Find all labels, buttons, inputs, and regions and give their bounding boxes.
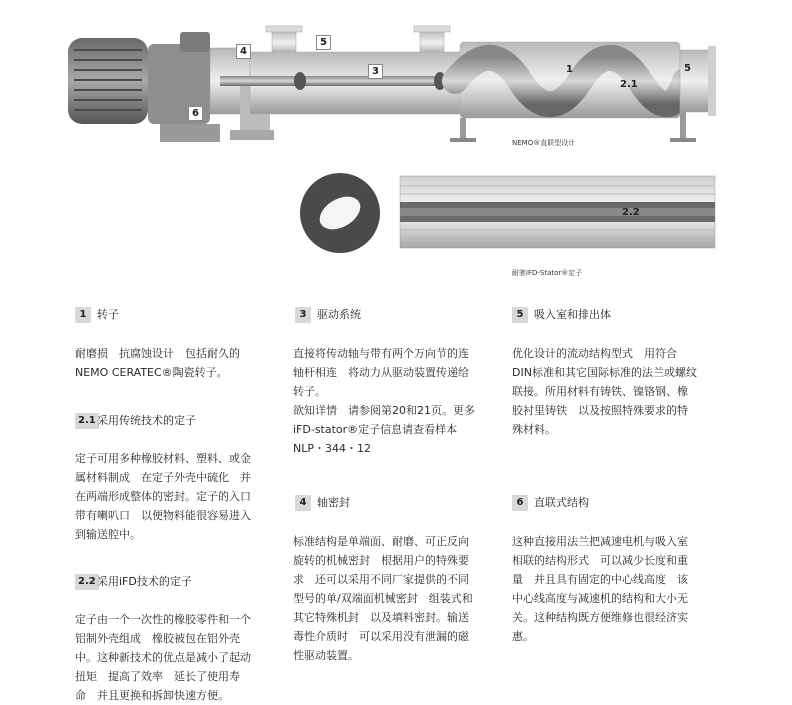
text-line: 轴杆相连 将动力从驱动装置传递给 (293, 366, 469, 379)
pump-callout: 5 (684, 63, 691, 74)
text-line: 耐磨损 抗腐蚀设计 包括耐久的 (75, 347, 240, 360)
pump-callout: 4 (236, 44, 251, 59)
section-number: 4 (295, 495, 311, 511)
section-title: 驱动系统 (317, 308, 361, 321)
text-line: iFD-stator®定子信息请查看样本 (293, 423, 458, 436)
stator-callout: 2.2 (622, 207, 640, 218)
text-line: 毒性介质时 可以采用没有泄漏的磁 (293, 630, 469, 643)
section-title: 采用传统技术的定子 (97, 414, 196, 427)
text-line: 这种直接用法兰把减速电机与吸入室 (512, 535, 688, 548)
text-line: 相联的结构形式 可以减少长度和重 (512, 554, 688, 567)
section-body-ifd-stator (75, 610, 275, 705)
stator-illustration (290, 168, 730, 258)
text-line: DIN标准和其它国际标准的法兰或螺纹 (512, 366, 697, 379)
stator-caption: 耐驰iFD-Stator®定子 (512, 269, 583, 277)
section-title: 直联式结构 (534, 496, 589, 509)
pump-callout: 2.1 (620, 79, 638, 90)
text-line: 联接。所用材料有铸铁、镍铬钢、橡 (512, 385, 688, 398)
section-number: 5 (512, 307, 528, 323)
text-line: 扭矩 提高了效率 延长了使用寿 (75, 670, 240, 683)
text-line: 中。这种新技术的优点是减小了起动 (75, 651, 251, 664)
text-line: 命 并且更换和拆卸快速方便。 (75, 689, 229, 702)
text-line: 定子可用多种橡胶材料、塑料、或金 (75, 452, 251, 465)
section-body-conventional-stator (75, 449, 275, 544)
pump-callout: 6 (188, 106, 203, 121)
text-line: 带有喇叭口 以便物料能很容易进入 (75, 509, 251, 522)
pump-callout: 3 (368, 64, 383, 79)
section-title: 采用iFD技术的定子 (97, 575, 192, 588)
text-line: 欲知详情 请参阅第20和21页。更多 (293, 404, 475, 417)
section-number: 2.1 (75, 413, 99, 429)
text-line: 在两端形成整体的密封。定子的入口 (75, 490, 251, 503)
section-number: 1 (75, 307, 91, 323)
pump-caption: NEMO®直联型设计 (512, 139, 576, 147)
section-body-shaft-seal (293, 532, 493, 665)
text-line: 优化设计的流动结构型式 用符合 (512, 347, 677, 360)
text-line: 胶衬里铸铁 以及按照特殊要求的特 (512, 404, 688, 417)
text-line: 性驱动装置。 (293, 649, 359, 662)
section-body-close-coupled (512, 532, 712, 646)
text-line: 中心线高度与减速机的结构和大小无 (512, 592, 688, 605)
text-line: 定子由一个一次性的橡胶零件和一个 (75, 613, 251, 626)
text-line: 其它特殊机封 以及填料密封。输送 (293, 611, 469, 624)
text-line: 关。这种结构既方便维修也很经济实 (512, 611, 688, 624)
text-line: 直接将传动轴与带有两个万向节的连 (293, 347, 469, 360)
section-body-rotor (75, 344, 275, 382)
text-line: 转子。 (293, 385, 326, 398)
text-line: NLP・344・12 (293, 442, 371, 455)
text-line: 量 并且具有固定的中心线高度 该 (512, 573, 688, 586)
section-number: 6 (512, 495, 528, 511)
pump-callout: 5 (316, 35, 331, 50)
text-line: 型号的单/双端面机械密封 组装式和 (293, 592, 473, 605)
text-line: 旋转的机械密封 根据用户的特殊要 (293, 554, 469, 567)
text-line: 到输送腔中。 (75, 528, 141, 541)
section-number: 2.2 (75, 574, 99, 590)
text-line: 惠。 (512, 630, 534, 643)
section-title: 轴密封 (317, 496, 350, 509)
section-title: 吸入室和排出体 (534, 308, 611, 321)
text-line: 铝制外壳组成 橡胶被包在铝外壳 (75, 632, 240, 645)
text-line: 标准结构是单端面、耐磨、可正反向 (293, 535, 469, 548)
section-body-drive-system (293, 344, 493, 458)
text-line: 属材料制成 在定子外壳中硫化 并 (75, 471, 251, 484)
text-line: 求 还可以采用不同厂家提供的不同 (293, 573, 469, 586)
text-line: NEMO CERATEC®陶瓷转子。 (75, 366, 228, 379)
text-line: 殊材料。 (512, 423, 556, 436)
section-title: 转子 (97, 308, 119, 321)
pump-callout: 1 (566, 64, 573, 75)
section-number: 3 (295, 307, 311, 323)
section-body-suction-discharge (512, 344, 712, 439)
